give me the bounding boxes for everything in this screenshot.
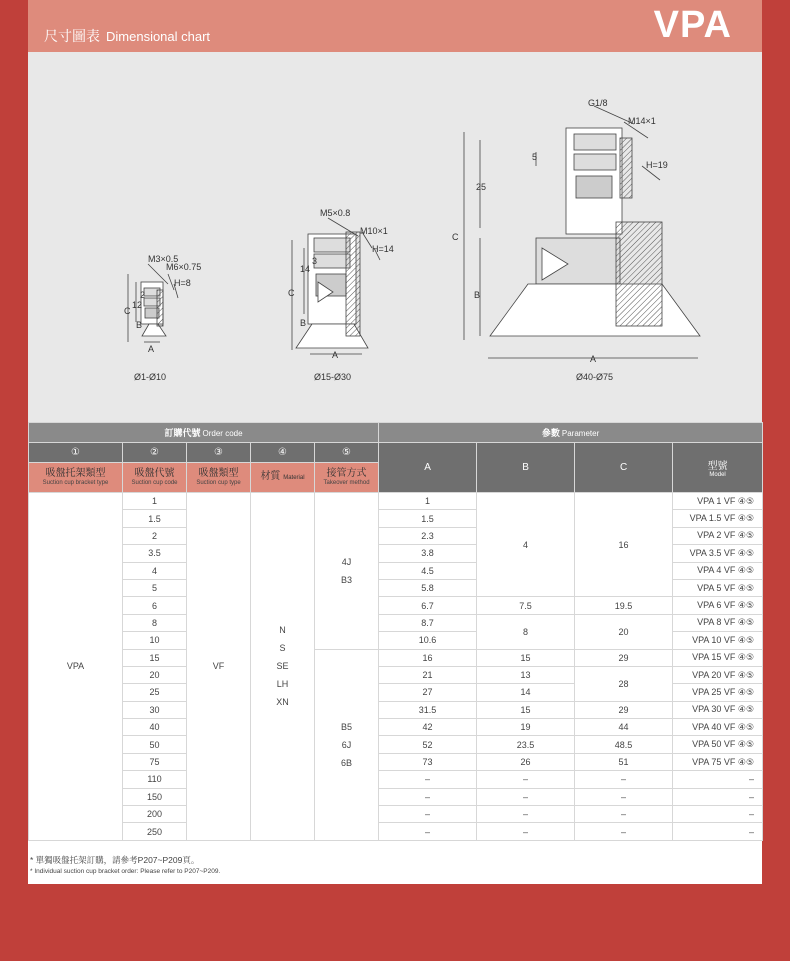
cup-code-cell: 75 [123,753,187,770]
param-c-cell: 16 [575,493,673,597]
large-range: Ø40-Ø75 [576,372,614,382]
param-c-cell: 51 [575,753,673,770]
param-c-cell: 29 [575,701,673,718]
param-a-cell: – [379,823,477,840]
material-cell-item: SE [276,661,289,672]
takeover-large-cell [315,649,379,840]
col-label: 接管方式 Takeover method [315,463,379,493]
param-a-cell: 6.7 [379,597,477,614]
cup-code-cell: 10 [123,632,187,649]
param-b-cell: – [477,806,575,823]
table-row [29,806,763,823]
param-c-cell: 29 [575,649,673,666]
model-cell: VPA 4 VF ④⑤ [673,562,763,579]
small-label: B [136,320,143,330]
model-cell: VPA 1 VF ④⑤ [673,493,763,510]
cup-code-cell: 150 [123,788,187,805]
param-c-cell: – [575,771,673,788]
cup-code-cell: 20 [123,666,187,683]
col-b: B [477,443,575,493]
cup-code-cell: 200 [123,806,187,823]
cup-code-cell: 25 [123,684,187,701]
medium-label: C [288,288,295,298]
large-label: H=19 [646,160,668,170]
model-cell: VPA 6 VF ④⑤ [673,597,763,614]
model-cell: VPA 75 VF ④⑤ [673,753,763,770]
col-num: ⑤ [315,443,379,463]
title-zh: 尺寸圖表 [44,28,100,44]
parameter-header: 參數 Parameter [379,423,763,443]
param-b-cell: 4 [477,493,575,597]
table-body [29,493,763,841]
takeover-small-cell [315,493,379,650]
param-a-cell: 10.6 [379,632,477,649]
cup-code-cell: 250 [123,823,187,840]
param-b-cell: 19 [477,719,575,736]
takeover-large-cell-item: B5 [341,721,353,732]
col-model: 型號 Model [673,443,763,493]
takeover-large-cell-item: 6J [341,739,352,750]
medium-label: 3 [312,256,318,266]
model-cell: VPA 3.5 VF ④⑤ [673,545,763,562]
cup-code-cell: 30 [123,701,187,718]
drawing-svg [28,52,762,422]
table-row [29,823,763,840]
col-label: 吸盤托架類型 Suction cup bracket type [29,463,123,493]
param-a-cell: 8.7 [379,614,477,631]
param-a-cell: – [379,806,477,823]
model-cell: – [673,771,763,788]
model-cell: VPA 20 VF ④⑤ [673,666,763,683]
medium-label: B [300,318,307,328]
footnote-zh: * 單獨吸盤托架訂購，請參考P207~P209頁。 [30,855,200,865]
param-a-cell: 2.3 [379,527,477,544]
section-title [44,26,210,46]
col-label: 吸盤類型 Suction cup type [187,463,251,493]
model-cell: VPA 8 VF ④⑤ [673,614,763,631]
title-en: Dimensional chart [106,29,211,44]
medium-cup-drawing [292,218,380,354]
large-label: G1/8 [588,98,608,108]
param-b-cell: 7.5 [477,597,575,614]
cup-type-cell: VF [187,493,251,841]
small-label: 2 [140,290,146,300]
param-a-cell: 42 [379,719,477,736]
param-c-cell: 19.5 [575,597,673,614]
cup-code-cell: 40 [123,719,187,736]
table-row [29,493,763,510]
col-num: ① [29,443,123,463]
small-label: M3×0.5 [148,254,179,264]
param-a-cell: 1.5 [379,510,477,527]
large-cup-drawing [464,106,700,358]
param-a-cell: – [379,771,477,788]
page-header [28,0,762,52]
model-cell: – [673,823,763,840]
table-row [29,736,763,753]
param-a-cell: – [379,788,477,805]
col-label: 材質 Material [251,463,315,493]
takeover-small-cell-item: B3 [341,574,353,585]
table-row [29,788,763,805]
small-label: A [148,344,155,354]
param-c-cell: 28 [575,666,673,701]
cup-code-cell: 50 [123,736,187,753]
medium-range: Ø15-Ø30 [314,372,352,382]
dimension-drawing [28,52,762,422]
model-cell: VPA 40 VF ④⑤ [673,719,763,736]
param-b-cell: 15 [477,701,575,718]
param-c-cell: 48.5 [575,736,673,753]
material-cell-item: LH [276,679,289,690]
model-cell: VPA 10 VF ④⑤ [673,632,763,649]
small-range: Ø1-Ø10 [134,372,167,382]
col-num: ③ [187,443,251,463]
cup-code-cell: 3.5 [123,545,187,562]
material-cell-item: N [279,625,286,636]
param-c-cell: – [575,788,673,805]
large-label: B [474,290,481,300]
large-label: C [452,232,459,242]
cup-code-cell: 1 [123,493,187,510]
param-b-cell: 15 [477,649,575,666]
table-row [29,701,763,718]
small-label: M6×0.75 [166,262,202,272]
medium-label: A [332,350,339,360]
model-name: VPA [653,4,732,46]
param-c-cell: 20 [575,614,673,649]
param-b-cell: – [477,788,575,805]
cup-code-cell: 15 [123,649,187,666]
bracket-type-cell: VPA [29,493,123,841]
table-row [29,666,763,683]
table-row [29,649,763,666]
model-cell: VPA 5 VF ④⑤ [673,579,763,596]
table-row [29,719,763,736]
param-a-cell: 5.8 [379,579,477,596]
material-cell-item: S [279,643,286,654]
model-cell: – [673,806,763,823]
catalog-page [28,0,762,884]
takeover-small-cell-item: 4J [341,556,352,567]
param-a-cell: 3.8 [379,545,477,562]
param-a-cell: 27 [379,684,477,701]
table-row [29,771,763,788]
cup-code-cell: 8 [123,614,187,631]
param-b-cell: 14 [477,684,575,701]
order-code-table [28,422,763,841]
param-b-cell: 8 [477,614,575,649]
param-a-cell: 31.5 [379,701,477,718]
model-cell: VPA 30 VF ④⑤ [673,701,763,718]
param-c-cell: – [575,823,673,840]
small-label: C [124,306,131,316]
table-row [29,614,763,631]
table-row [29,597,763,614]
takeover-large-cell-item: 6B [341,757,353,768]
param-b-cell: – [477,823,575,840]
cup-code-cell: 1.5 [123,510,187,527]
medium-label: H=14 [372,244,394,254]
col-c: C [575,443,673,493]
param-b-cell: 13 [477,666,575,683]
material-cell-item: XN [276,697,289,708]
col-a: A [379,443,477,493]
footnote [30,855,220,877]
large-label: 25 [476,182,487,192]
cup-code-cell: 4 [123,562,187,579]
param-a-cell: 1 [379,493,477,510]
param-a-cell: 16 [379,649,477,666]
param-c-cell: 44 [575,719,673,736]
param-c-cell: – [575,806,673,823]
col-num: ② [123,443,187,463]
order-code-header: 訂購代號 Order code [29,423,379,443]
model-cell: VPA 25 VF ④⑤ [673,684,763,701]
param-a-cell: 52 [379,736,477,753]
col-label: 吸盤代號 Suction cup code [123,463,187,493]
small-label: H=8 [174,278,191,288]
model-cell: – [673,788,763,805]
col-num: ④ [251,443,315,463]
param-a-cell: 4.5 [379,562,477,579]
model-cell: VPA 15 VF ④⑤ [673,649,763,666]
param-b-cell: – [477,771,575,788]
cup-code-cell: 6 [123,597,187,614]
cup-code-cell: 5 [123,579,187,596]
large-label: 5 [532,152,538,162]
model-cell: VPA 1.5 VF ④⑤ [673,510,763,527]
medium-label: M10×1 [360,226,388,236]
param-b-cell: 26 [477,753,575,770]
param-a-cell: 73 [379,753,477,770]
large-label: M14×1 [628,116,656,126]
cup-code-cell: 2 [123,527,187,544]
model-cell: VPA 50 VF ④⑤ [673,736,763,753]
footnote-en: * Individual suction cup bracket order: Please refer to P207~P209. [30,868,221,875]
cup-code-cell: 110 [123,771,187,788]
medium-label: M5×0.8 [320,208,351,218]
large-label: A [590,354,597,364]
table-row [29,753,763,770]
model-cell: VPA 2 VF ④⑤ [673,527,763,544]
param-b-cell: 23.5 [477,736,575,753]
material-cell [251,493,315,841]
small-label: 12 [132,300,143,310]
param-a-cell: 21 [379,666,477,683]
medium-label: 14 [300,264,311,274]
